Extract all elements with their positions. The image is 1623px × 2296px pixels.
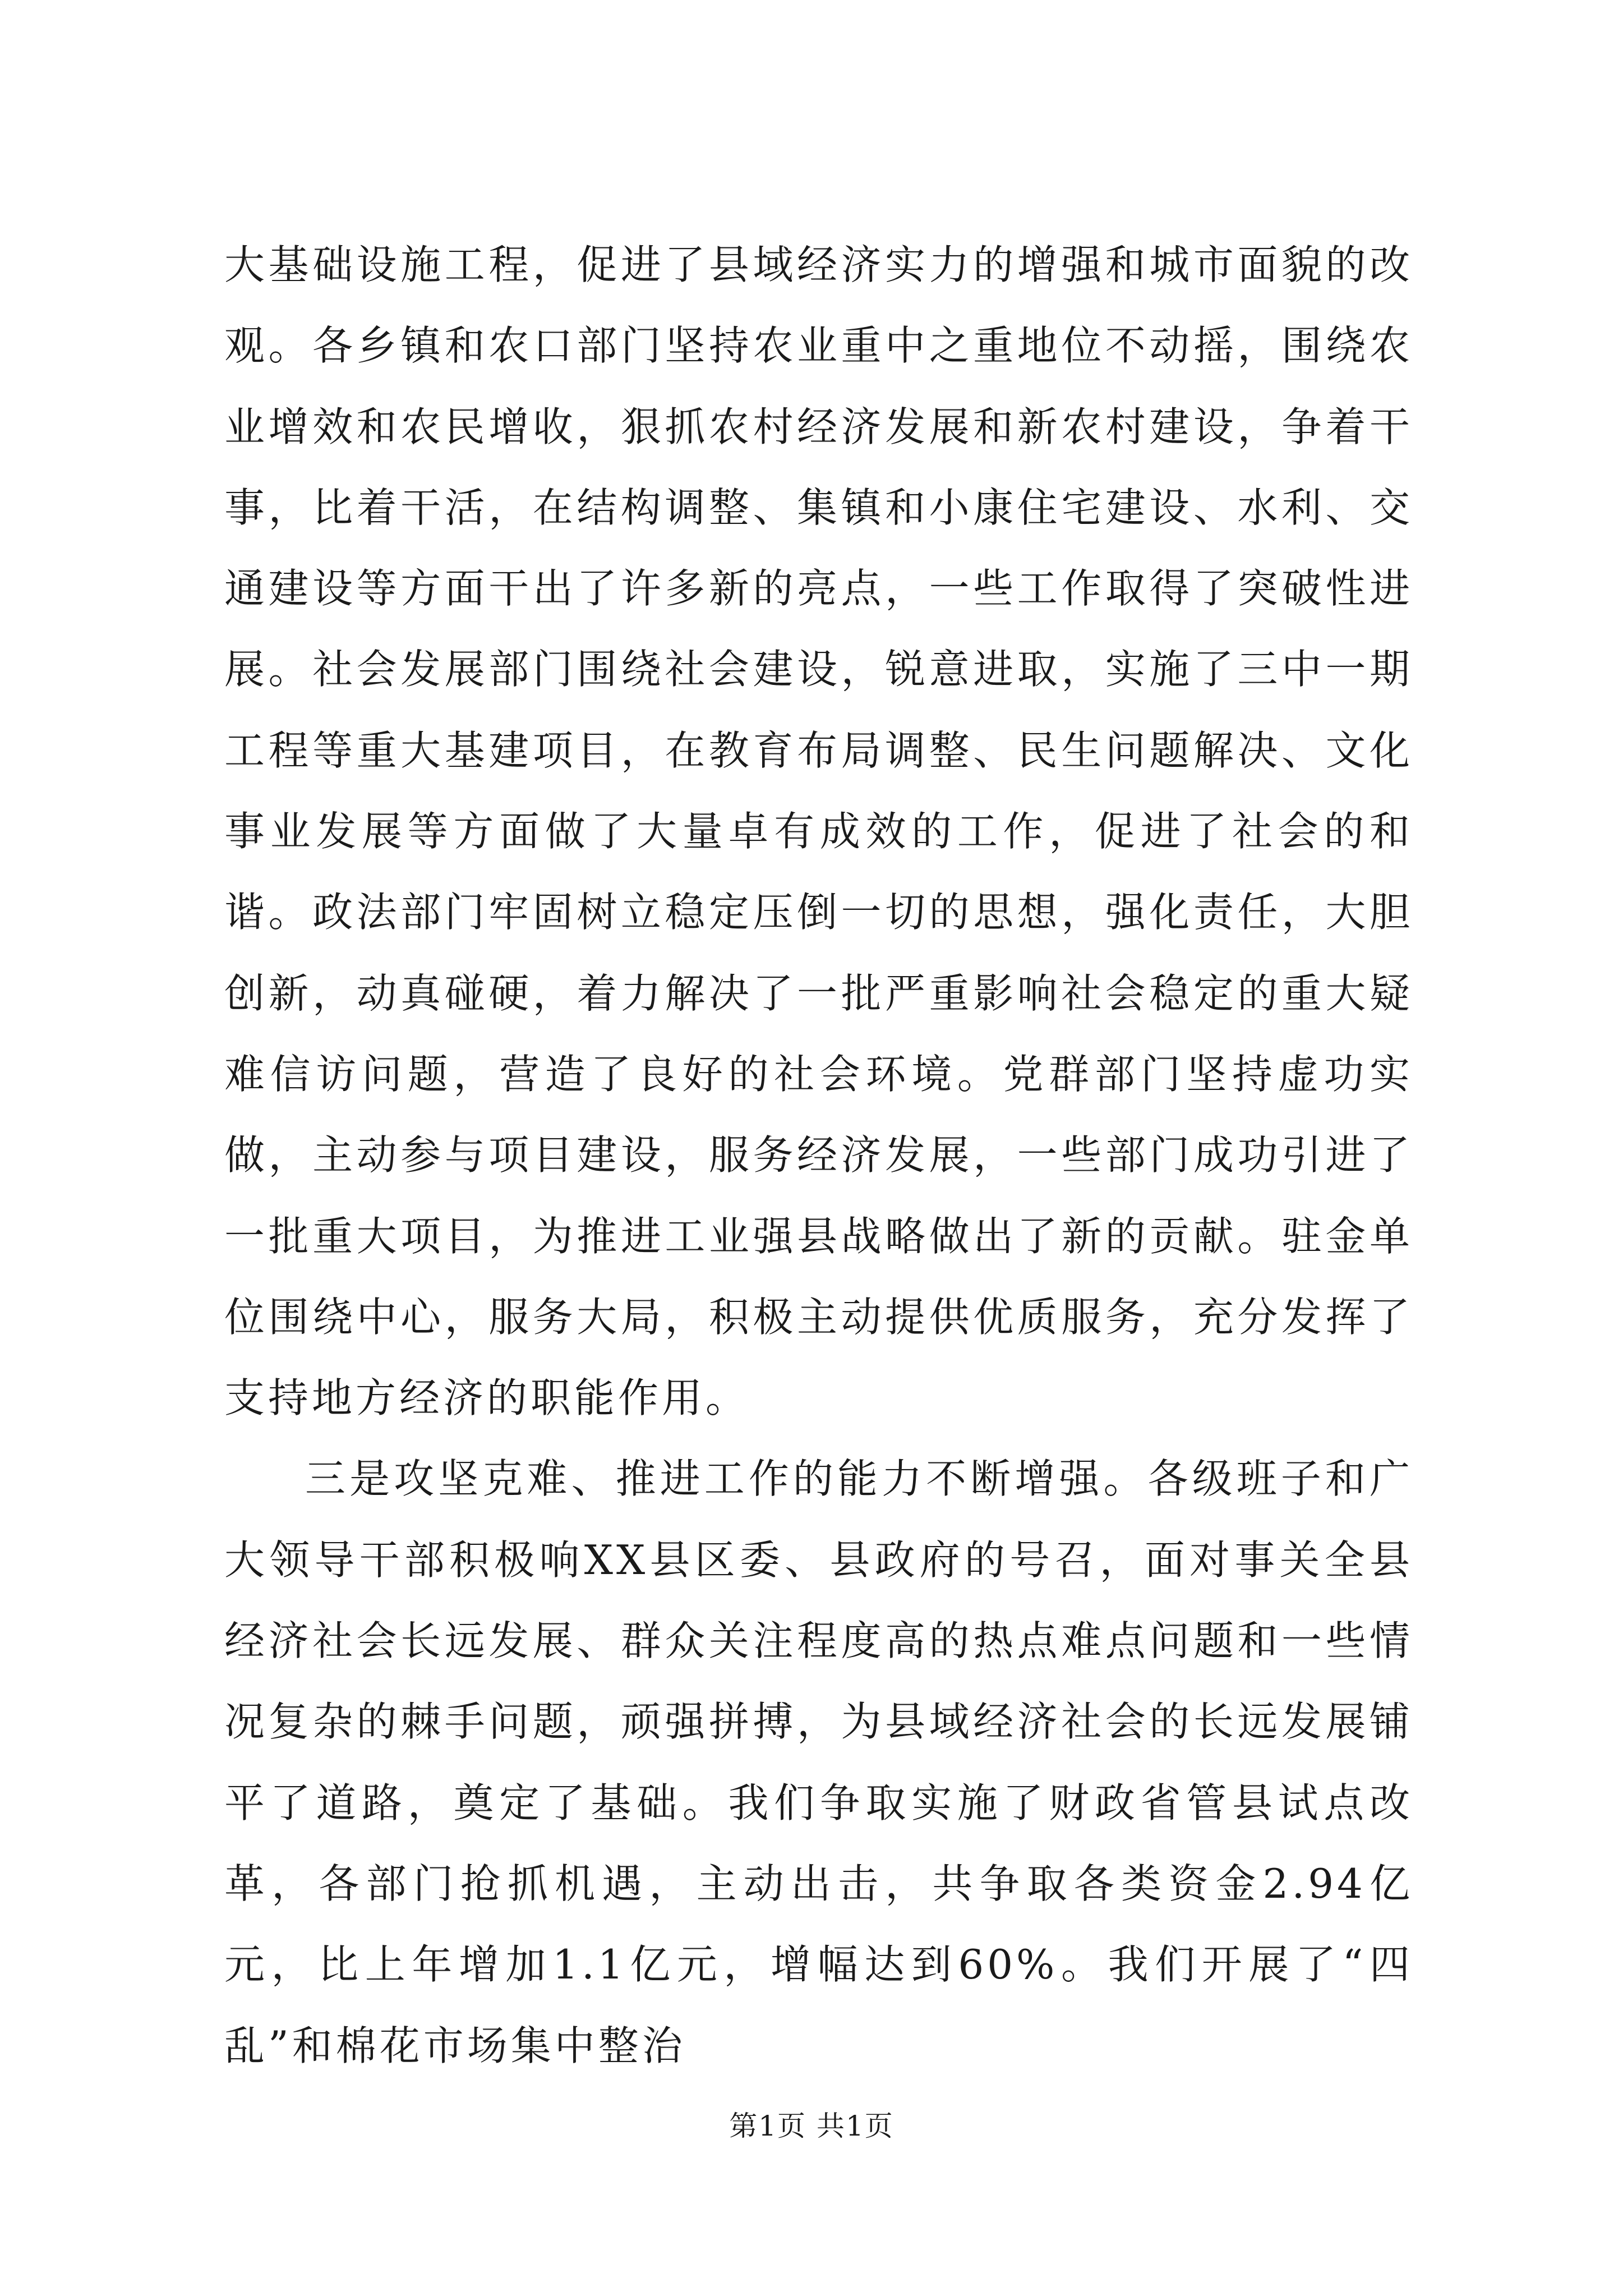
page-footer: 第1页 共1页 bbox=[729, 2110, 894, 2142]
paragraph-2: 三是攻坚克难、推进工作的能力不断增强。各级班子和广大领导干部积极响XX县区委、县政府的号召，面对事关全县经济社会长远发展、群众关注程度高的热点难点问题和一些情况复杂的棘手问题，顽强拼搏，为县域经济社会的长远发展铺平了道路，奠定了基础。我们争取实施了财政省管县试点改革，各部门抢抓机遇，主动出击，共争取各类资金2.94亿元，比上年增加1.1亿元，增幅达到60%。我们开展了“四乱”和棉花市场集中整治 bbox=[224, 1455, 1413, 2069]
document-body bbox=[224, 224, 1413, 2086]
paragraph-1: 大基础设施工程，促进了县域经济实力的增强和城市面貌的改观。各乡镇和农口部门坚持农业重中之重地位不动摇，围绕农业增效和农民增收，狠抓农村经济发展和新农村建设，争着干事，比着干活，在结构调整、集镇和小康住宅建设、水利、交通建设等方面干出了许多新的亮点，一些工作取得了突破性进展。社会发展部门围绕社会建设，锐意进取，实施了三中一期工程等重大基建项目，在教育布局调整、民生问题解决、文化事业发展等方面做了大量卓有成效的工作，促进了社会的和谐。政法部门牢固树立稳定压倒一切的思想，强化责任，大胆创新，动真碰硬，着力解决了一批严重影响社会稳定的重大疑难信访问题，营造了良好的社会环境。党群部门坚持虚功实做，主动参与项目建设，服务经济发展，一些部门成功引进了一批重大项目，为推进工业强县战略做出了新的贡献。驻金单位围绕中心，服务大局，积极主动提供优质服务，充分发挥了支持地方经济的职能作用。 bbox=[224, 241, 1413, 1422]
